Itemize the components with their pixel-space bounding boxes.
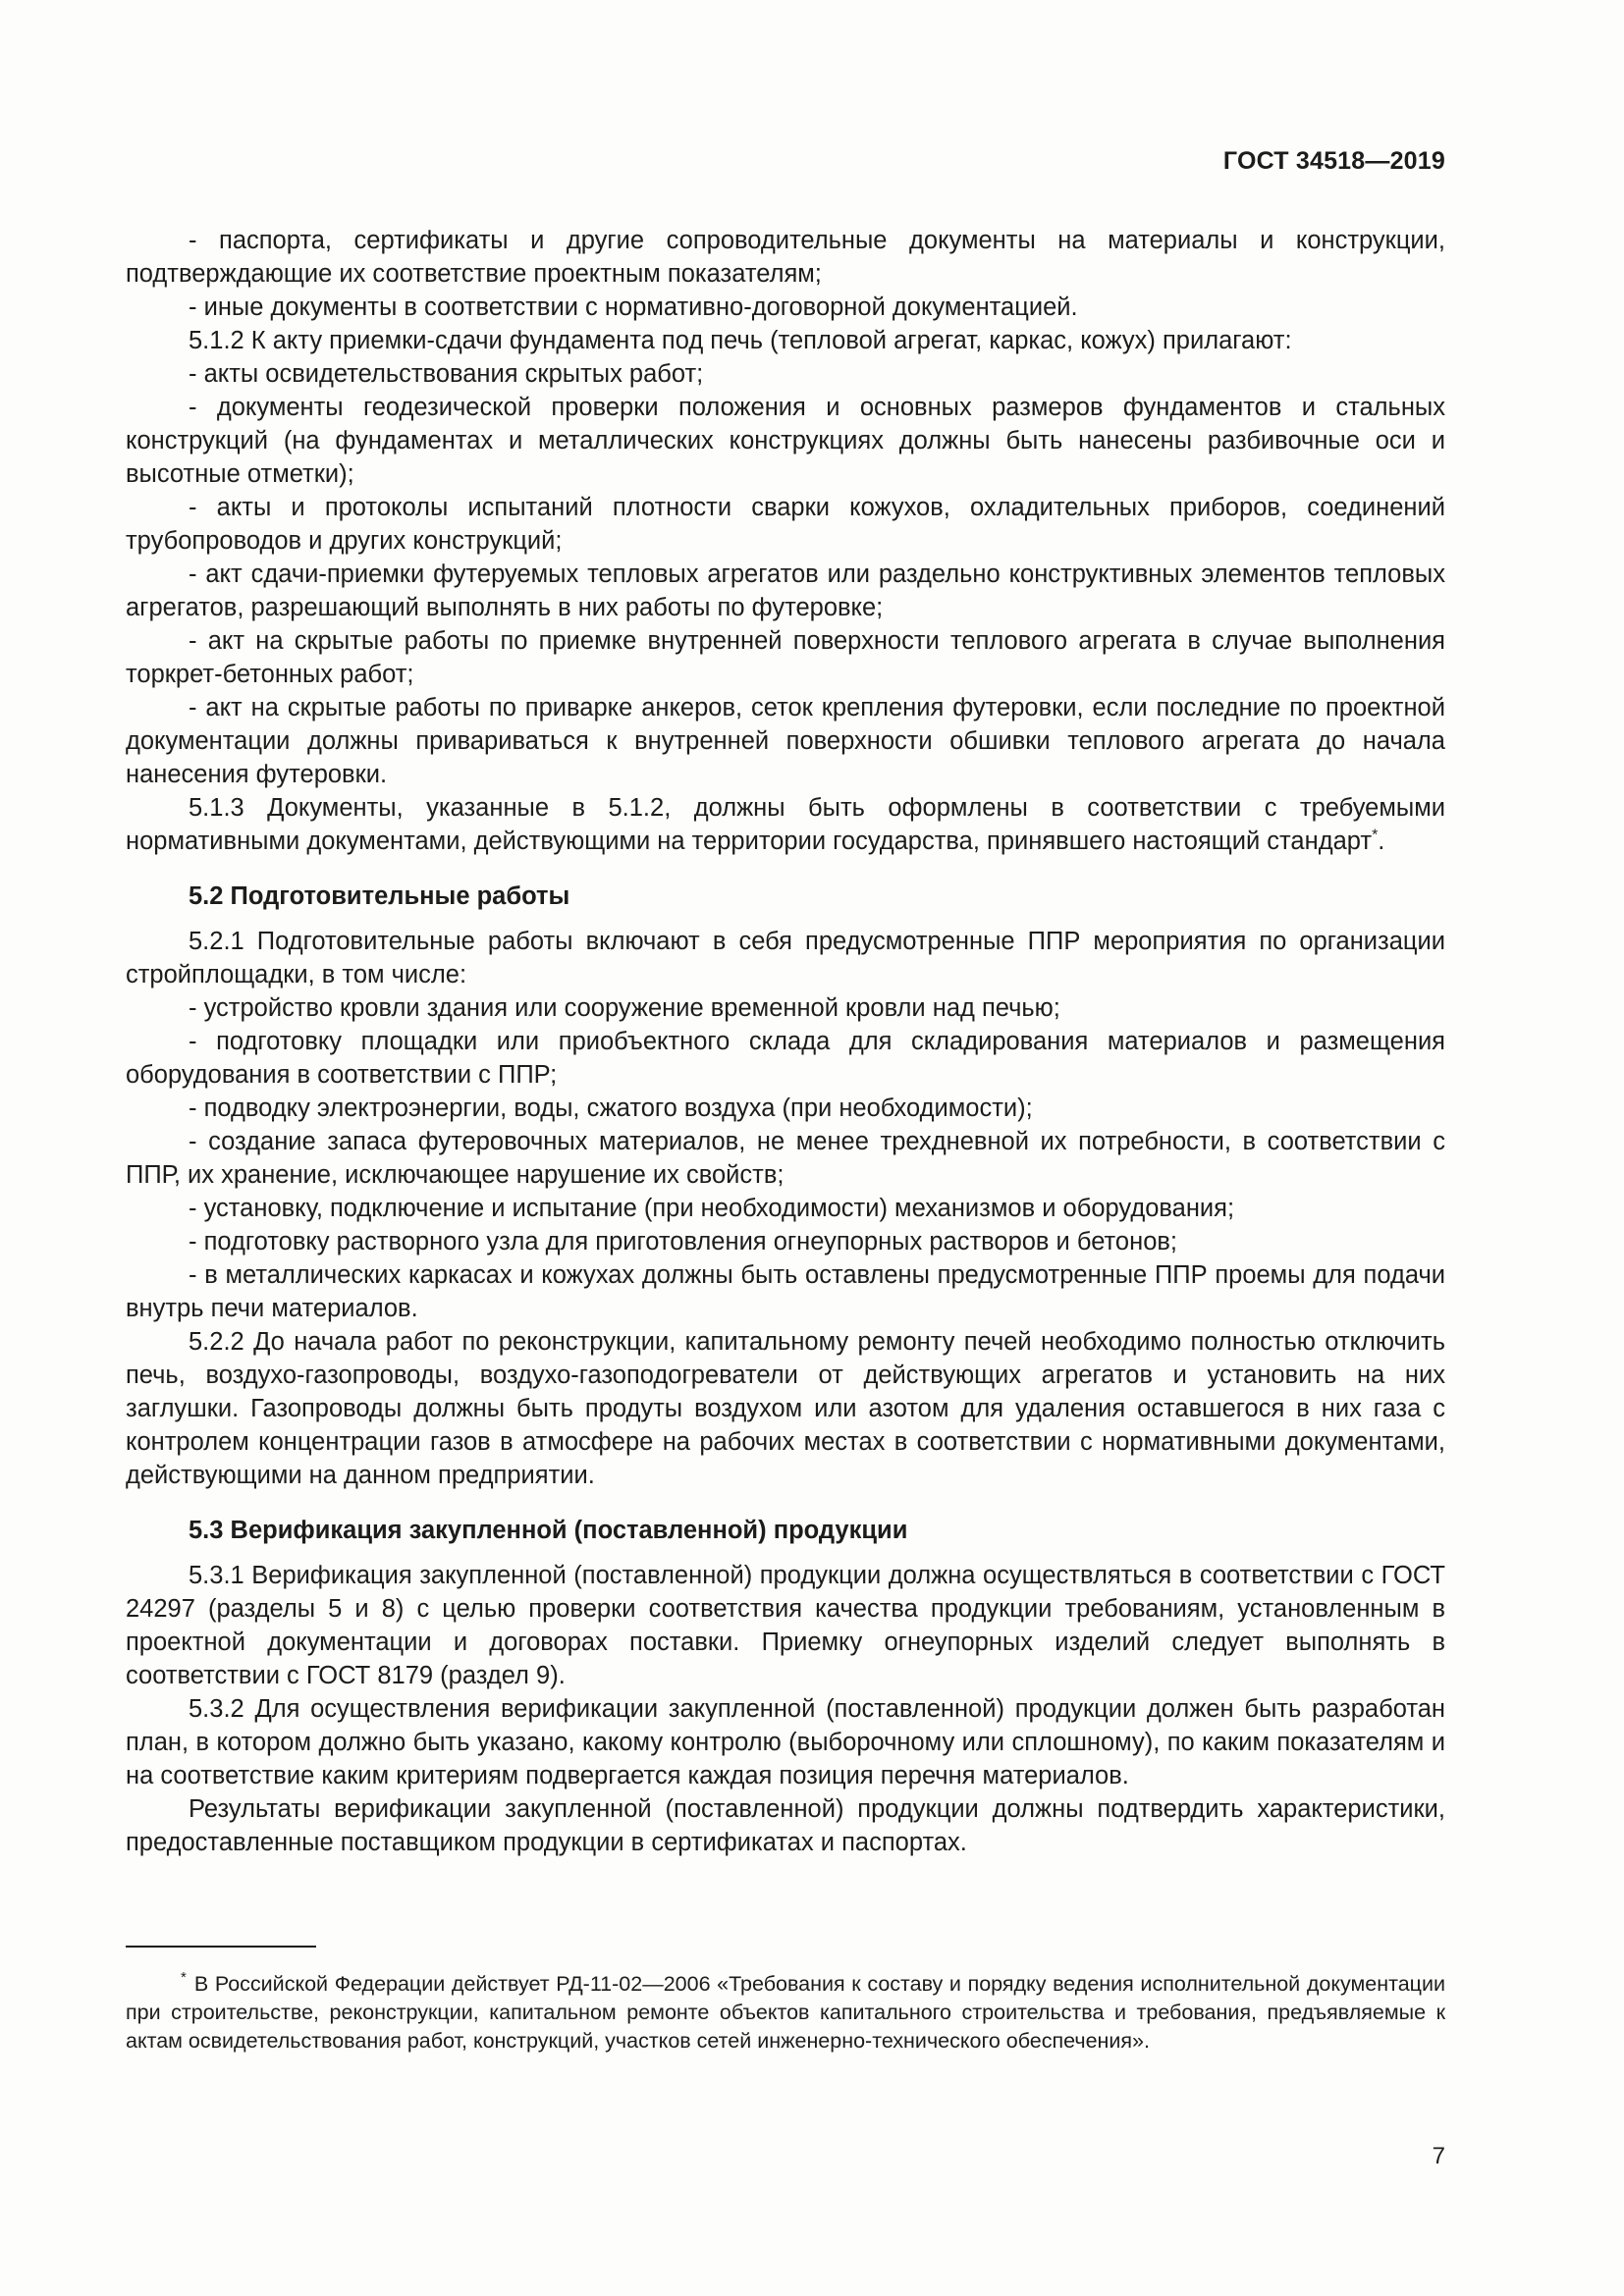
- paragraph: Результаты верификации закупленной (поставленной) продукции должны подтвердить характеристики, предоставленные поставщиком продукции в сертификатах и паспортах.: [126, 1795, 1445, 1856]
- paragraph: - паспорта, сертификаты и другие сопроводительные документы на материалы и конструкции, подтверждающие их соответствие проектным показателям;: [126, 227, 1445, 288]
- paragraph: - акты и протоколы испытаний плотности сварки кожухов, охладительных приборов, соединений трубопроводов и других конструкций;: [126, 494, 1445, 555]
- section-title-5-2: 5.2 Подготовительные работы: [189, 882, 570, 910]
- document-header: ГОСТ 34518—2019: [1222, 147, 1445, 175]
- paragraph: - создание запаса футеровочных материалов, не менее трехдневной их потребности, в соответствии с ППР, их хранение, исключающее нарушение их свойств;: [126, 1128, 1445, 1189]
- paragraph: - акт сдачи-приемки футеруемых тепловых агрегатов или раздельно конструктивных элементов тепловых агрегатов, разрешающий выполнять в них работы по футеровке;: [126, 561, 1445, 621]
- paragraph: - в металлических каркасах и кожухах должны быть оставлены предусмотренные ППР проемы для подачи внутрь печи материалов.: [126, 1261, 1445, 1322]
- paragraph: 5.1.2 К акту приемки-сдачи фундамента под печь (тепловой агрегат, каркас, кожух) прилагают:: [189, 327, 1292, 354]
- paragraph-513-text: 5.1.3 Документы, указанные в 5.1.2, должны быть оформлены в соответствии с требуемыми нормативными документами, действующими на территории государства, принявшего настоящий стандарт: [126, 794, 1445, 855]
- paragraph: - иные документы в соответствии с нормативно-договорной документацией.: [189, 294, 1078, 321]
- paragraph-513-end: .: [1378, 828, 1385, 855]
- document-body: [126, 224, 1445, 1859]
- paragraph: 5.3.1 Верификация закупленной (поставленной) продукции должна осуществляться в соответствии с ГОСТ 24297 (разделы 5 и 8) с целью проверки соответствия качества продукции требованиям, установленным в проектной документации и договорах поставки. Приемку огнеупорных изделий следует выполнять в соответствии с ГОСТ 8179 (раздел 9).: [126, 1562, 1445, 1689]
- paragraph: - подготовку площадки или приобъектного склада для складирования материалов и размещения оборудования в соответствии с ППР;: [126, 1028, 1445, 1089]
- paragraph: 5.2.2 До начала работ по реконструкции, капитальному ремонту печей необходимо полностью отключить печь, воздухо-газопроводы, воздухо-газоподогреватели от действующих агрегатов и установить на них заглушки. Газопроводы должны быть продуты воздухом или азотом для удаления оставшегося в них газа с контролем концентрации газов в атмосфере на рабочих местах в соответствии с нормативными документами, действующими на данном предприятии.: [126, 1328, 1445, 1489]
- paragraph: 5.3.2 Для осуществления верификации закупленной (поставленной) продукции должен быть разработан план, в котором должно быть указано, какому контролю (выборочному или сплошному), по каким показателям и на соответствие каким критериям подвергается каждая позиция перечня материалов.: [126, 1695, 1445, 1789]
- paragraph: - акт на скрытые работы по приемке внутренней поверхности теплового агрегата в случае выполнения торкрет-бетонных работ;: [126, 627, 1445, 688]
- paragraph: - акт на скрытые работы по приварке анкеров, сеток крепления футеровки, если последние по проектной документации должны привариваться к внутренней поверхности обшивки теплового агрегата до начала нанесения футеровки.: [126, 694, 1445, 788]
- footnote-text: В Российской Федерации действует РД-11-02—2006 «Требования к составу и порядку ведения исполнительной документации при строительстве, реконструкции, капитальном ремонте объектов капитального строительства и требования, предъявляемые к актам освидетельствования работ, конструкций, участков сетей инженерно-технического обеспечения».: [126, 1972, 1445, 2053]
- paragraph: - устройство кровли здания или сооружение временной кровли над печью;: [189, 994, 1060, 1022]
- paragraph: - документы геодезической проверки положения и основных размеров фундаментов и стальных конструкций (на фундаментах и металлических конструкциях должны быть нанесены разбивочные оси и высотные отметки);: [126, 394, 1445, 488]
- paragraph: - подготовку растворного узла для приготовления огнеупорных растворов и бетонов;: [189, 1228, 1178, 1255]
- paragraph-513: [126, 791, 1445, 858]
- footnote-reference: *: [1372, 827, 1379, 844]
- footnote-paragraph: [126, 1963, 1445, 2056]
- section-title-5-3: 5.3 Верификация закупленной (поставленной) продукции: [189, 1517, 908, 1544]
- footnote-divider: [126, 1946, 316, 1948]
- paragraph: - установку, подключение и испытание (при необходимости) механизмов и оборудования;: [189, 1195, 1235, 1222]
- footnote-mark: *: [181, 1969, 187, 1986]
- paragraph: - акты освидетельствования скрытых работ;: [189, 360, 704, 388]
- footnote: [126, 1963, 1445, 2056]
- page-number: 7: [1432, 2143, 1445, 2169]
- paragraph: 5.2.1 Подготовительные работы включают в себя предусмотренные ППР мероприятия по организации стройплощадки, в том числе:: [126, 928, 1445, 988]
- paragraph: - подводку электроэнергии, воды, сжатого воздуха (при необходимости);: [189, 1095, 1033, 1122]
